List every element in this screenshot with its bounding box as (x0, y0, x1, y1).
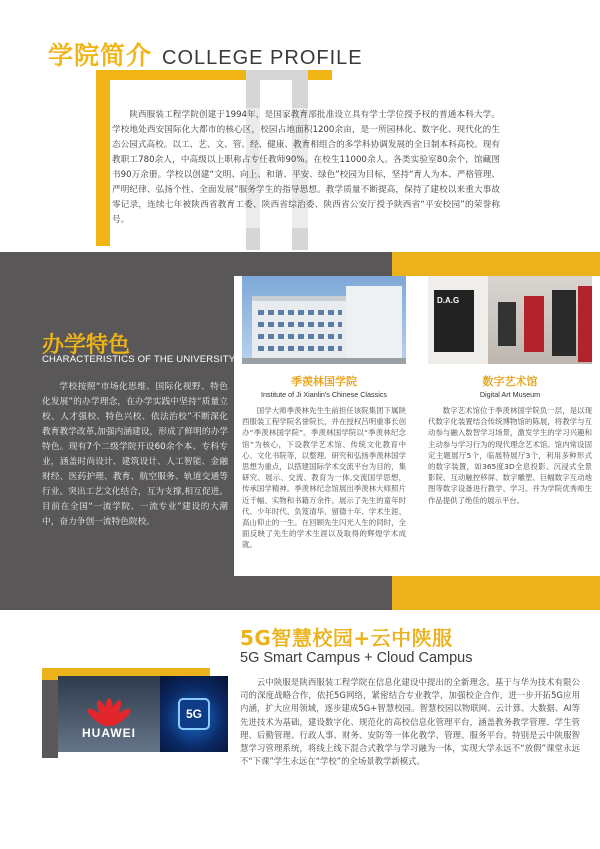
smart-campus-body: 云中陕服是陕西服装工程学院在信息化建设中提出的全新理念。基于与华为技术有限公司的深度战略合作，依托5G网络，紧密结合专业教学，加强校企合作，进一步开拓5G应用内涵，扩大应用领域，逐步建成5G+智慧校园。智慧校园以物联网、云计算、大数据、AI等先进技术为基础，建设数字化、规范化的高校信息化管理平台，涵盖教务教学管理、学生管理、后勤管理、行政人事、财务、安防等一体化教学、管理、服务平台。特别是云中陕服智慧学习管理系统，将线上线下混合式教学与学习融为一体，实现大学永远不“放假”课堂永远不“下课”学生永远在“学校”的全场景教学新模式。 (240, 677, 580, 767)
art-museum-body: 数字艺术馆位于季羡林国学院负一层，是以现代数字化装置结合传统博物馆的陈展，将教学与互动参与融入数智学习场景，激发学生的学习兴趣和主动参与学习行为的现代理念艺术馆。馆内常设固定主题展厅5个，临展特展厅3个，利用多种形式的数字装置，如365度3D全息投影、沉浸式全景影院、互动触控移屏、数字雕塑、巨幅数字互动地图等数字设备进行教学、学习。并为学院优秀师生作品提供了绝佳的展示平台。 (428, 406, 592, 505)
feature-card-ji-xianlin-institute (242, 276, 406, 551)
profile-body: 陕西服装工程学院创建于1994年，是国家教育部批准设立具有学士学位授予权的普通本科大学。学校地处西安国际化大都市的核心区，校园占地面积1200余亩，是一所园林化、数字化、现代化的生态公园式高校。以工、艺、文、管、经、健康、教育相组合的多学科协调发展的全日制本科高校。现有教职工780余人，中高级以上职称占专任教师90%。在校生11000余人。各类实验室80余个，馆藏图书90万余册。学校以创建“文明、向上、和谐、平安、绿色”校园为目标，坚持“育人为本、严格管理、严明纪律、弘扬个性、全面发展”服务学生的指导思想。教学质量不断提高，保持了建校以来重大事故零记录，连续七年被陕西省教育工委、陕西省综治委、陕西省公安厅授予陕西省“平安校园”的荣誉称号。 (112, 108, 500, 228)
profile-title-en: COLLEGE PROFILE (162, 47, 363, 69)
art-museum-title-en: Digital Art Museum (479, 390, 541, 399)
decorative-bar-gray (42, 680, 58, 758)
characteristics-title-en: CHARACTERISTICS OF THE UNIVERSITY (42, 354, 236, 365)
5g-chip-photo (160, 676, 228, 752)
profile-title-cn: 学院简介 (48, 41, 153, 70)
characteristics-title-cn: 办学特色 (42, 333, 131, 358)
art-museum-title-cn: 数字艺术馆 (482, 375, 538, 388)
feature-card-digital-art-museum (428, 276, 592, 506)
institute-body: 国学大师季羡林先生生前担任该院集团下属陕西服装工程学院名誉院长，并在授权吕明重事长创办“季羡林国学院”。季羡林国学院以“季羡林纪念馆”为核心，下设教学艺术馆、传统文化教育中心、文化书院等，以整理、研究和弘扬季羡林国学思想为重点，以搭建国际学术交流平台为目的，集研究、展示、交流、教育为一体,交流国学思想，传承国学精神。季羡林纪念馆展出季羡林大师照片近千幅、实物和书籍万余件。展示了先生的童年时代、少年时代、负笈清华、留德十年、学术生涯、高山仰止的一生。在回顾先生闪光人生的同时，全面反映了先生的学术生涯以及取得的辉煌学术成就。 (242, 406, 406, 550)
institute-title-cn: 季羡林国学院 (291, 375, 357, 388)
institute-title-en: Institute of Ji Xianlin's Chinese Classics (260, 390, 387, 399)
characteristics-body: 学校按照“市场化思维、国际化视野、特色化发展”的办学理念，在办学实践中坚持“质量立校、人才强校、特色兴校、依法治校”不断深化教育教学改革,加强内涵建设，形成了鲜明的办学特色。现有7个二级学院开设60余个本、专科专业，涵盖时尚设计、建筑设计、人工智能、金融财经、医药护理、教育、航空服务、轨道交通等行业。突出工艺文化结合，互为支撑,相互促进。目前在全国“一流学院、一流专业”建设的大潮中，奋力争创一流特色院校。 (42, 382, 228, 527)
huawei-logo-icon (80, 686, 138, 726)
art-museum-photo (428, 276, 592, 364)
5g-chip-icon: 5G (178, 698, 210, 730)
art-photo-text: D.A.G (437, 296, 460, 305)
decorative-frame-yellow-left (96, 66, 110, 246)
smart-campus-title-en: 5G Smart Campus + Cloud Campus (240, 650, 473, 666)
smart-campus-title-cn: 5G智慧校园+云中陕服 (240, 626, 453, 650)
profile-heading (48, 36, 371, 70)
institute-building-photo (242, 276, 406, 364)
huawei-photo (58, 676, 160, 752)
huawei-logo-text: HUAWEI (82, 726, 136, 740)
